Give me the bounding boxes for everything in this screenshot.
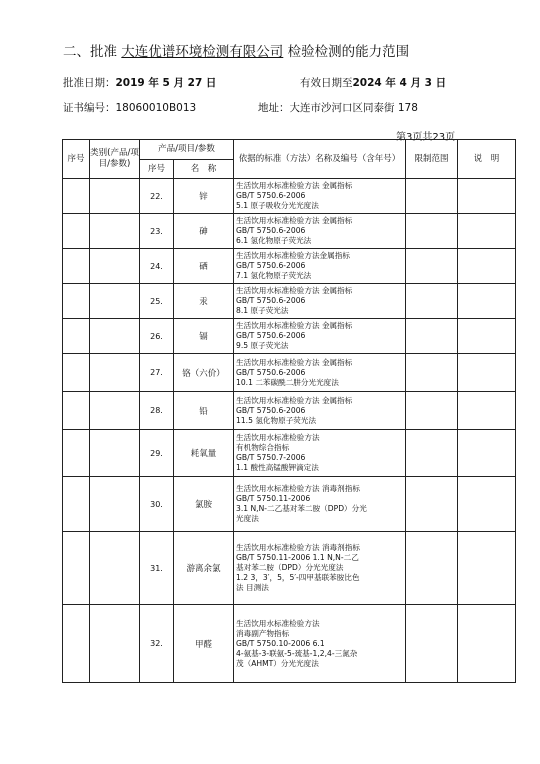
seq-cell [63, 392, 90, 430]
title-suffix: 检验检测的能力范围 [287, 44, 410, 60]
limit-cell [406, 477, 458, 532]
org-name: 大连优谱环境检测有限公司 [121, 44, 284, 60]
limit-cell [406, 319, 458, 354]
standard-line: GB/T 5750.6-2006 [236, 367, 306, 377]
standard-cell [234, 284, 406, 319]
valid-until-label: 有效日期至 [300, 77, 353, 89]
item-seq-cell: 31. [140, 532, 174, 605]
limit-cell [406, 392, 458, 430]
standard-line: 9.5 原子荧光法 [236, 341, 289, 350]
valid-until-value: 2024 年 4 月 3 日 [352, 77, 447, 89]
standard-line: 7.1 氢化物原子荧光法 [236, 271, 312, 280]
standard-cell [234, 532, 406, 605]
address-value: 大连市沙河口区同泰街 178 [289, 102, 418, 114]
page-info: 第3页共23页 [396, 132, 456, 143]
item-seq-cell: 28. [140, 392, 174, 430]
standard-line: GB/T 5750.7-2006 [236, 453, 306, 462]
cert-no-label: 证书编号： [63, 102, 116, 114]
seq-cell [63, 284, 90, 319]
table-row [63, 319, 516, 354]
table-row [63, 605, 516, 683]
category-cell [90, 430, 140, 477]
standard-line: 生活饮用水标准检验方法 金属指标 [236, 286, 353, 295]
item-seq-cell: 24. [140, 249, 174, 284]
standard-line: 10.1 二苯碳酰二肼分光光度法 [236, 377, 339, 387]
seq-cell [63, 214, 90, 249]
note-cell [458, 179, 516, 214]
standard-line: 生活饮用水标准检验方法 [236, 433, 320, 442]
standard-line: 有机物综合指标 [236, 443, 290, 452]
standard-line: 茂（AHMT）分光光度法 [236, 658, 319, 668]
standard-cell [234, 179, 406, 214]
table-row [63, 214, 516, 249]
standard-line: 消毒副产物指标 [236, 628, 290, 638]
standard-line: 4-氨基-3-联氨-5-巯基-1,2,4-三氮杂 [236, 648, 358, 658]
valid-until [300, 75, 446, 90]
standard-line: GB/T 5750.6-2006 [236, 191, 306, 200]
table-row [63, 477, 516, 532]
note-cell [458, 477, 516, 532]
item-seq-cell: 26. [140, 319, 174, 354]
note-cell [458, 354, 516, 392]
standard-line: 生活饮用水标准检验方法 金属指标 [236, 321, 353, 330]
seq-cell [63, 319, 90, 354]
limit-cell [406, 354, 458, 392]
standard-cell [234, 214, 406, 249]
table-row [63, 392, 516, 430]
standard-cell [234, 477, 406, 532]
standard-line: 光度法 [236, 514, 259, 523]
table-row [63, 354, 516, 392]
page-title [63, 40, 409, 60]
limit-cell [406, 179, 458, 214]
item-name-cell: 汞 [174, 284, 234, 319]
category-cell [90, 477, 140, 532]
note-cell [458, 605, 516, 683]
standard-line: GB/T 5750.6-2006 [236, 261, 306, 270]
item-name-cell: 铬（六价） [174, 354, 234, 392]
table-row [63, 249, 516, 284]
seq-cell [63, 430, 90, 477]
standard-line: GB/T 5750.6-2006 [236, 331, 306, 340]
standard-line: GB/T 5750.6-2006 [236, 405, 306, 415]
category-cell [90, 532, 140, 605]
item-seq-cell: 30. [140, 477, 174, 532]
standard-line: 法 目测法 [236, 583, 269, 592]
standard-line: 生活饮用水标准检验方法 [236, 618, 320, 628]
category-cell [90, 319, 140, 354]
item-seq-cell: 32. [140, 605, 174, 683]
standard-line: GB/T 5750.6-2006 [236, 296, 306, 305]
item-seq-cell: 22. [140, 179, 174, 214]
title-prefix: 二、批准 [63, 44, 117, 60]
note-cell [458, 214, 516, 249]
item-seq-cell: 29. [140, 430, 174, 477]
standard-cell [234, 392, 406, 430]
standard-line: 3.1 N,N-二乙基对苯二胺（DPD）分光 [236, 504, 367, 513]
seq-cell [63, 179, 90, 214]
item-name-cell: 游离余氯 [174, 532, 234, 605]
cert-no-value: 18060010B013 [115, 102, 197, 114]
header-item-seq: 序号 [140, 160, 174, 179]
item-name-cell: 镉 [174, 319, 234, 354]
limit-cell [406, 249, 458, 284]
standard-line: 生活饮用水标准检验方法 消毒剂指标 [236, 543, 360, 552]
item-name-cell: 砷 [174, 214, 234, 249]
limit-cell [406, 605, 458, 683]
note-cell [458, 532, 516, 605]
category-cell [90, 249, 140, 284]
item-name-cell: 锌 [174, 179, 234, 214]
standard-line: 生活饮用水标准检验方法金属指标 [236, 251, 350, 260]
standard-line: GB/T 5750.11-2006 [236, 494, 311, 503]
standard-line: 1.1 酸性高锰酸钾滴定法 [236, 463, 319, 472]
seq-cell [63, 249, 90, 284]
standard-line: 基对苯二胺（DPD）分光光度法 [236, 563, 344, 572]
category-cell [90, 354, 140, 392]
note-cell [458, 284, 516, 319]
standard-line: GB/T 5750.6-2006 [236, 226, 306, 235]
header-item-name: 名 称 [174, 160, 234, 179]
category-cell [90, 605, 140, 683]
standard-cell [234, 249, 406, 284]
header-limit: 限制范围 [406, 140, 458, 179]
note-cell [458, 319, 516, 354]
standard-line: 生活饮用水标准检验方法 金属指标 [236, 395, 353, 405]
standard-line: 生活饮用水标准检验方法 金属指标 [236, 216, 353, 225]
standard-line: 生活饮用水标准检验方法 金属指标 [236, 357, 353, 367]
limit-cell [406, 284, 458, 319]
standard-line: 生活饮用水标准检验方法 消毒剂指标 [236, 484, 360, 493]
standard-line: GB/T 5750.11-2006 1.1 N,N-二乙 [236, 553, 359, 562]
limit-cell [406, 214, 458, 249]
item-name-cell: 耗氧量 [174, 430, 234, 477]
category-cell [90, 214, 140, 249]
item-seq-cell: 27. [140, 354, 174, 392]
table-row [63, 430, 516, 477]
header-seq: 序号 [63, 140, 90, 179]
category-cell [90, 179, 140, 214]
address [258, 100, 418, 115]
standard-line: 生活饮用水标准检验方法 金属指标 [236, 181, 353, 190]
table-row [63, 179, 516, 214]
standard-cell [234, 430, 406, 477]
scope-table [62, 139, 516, 683]
table-row [63, 284, 516, 319]
address-label: 地址： [258, 102, 290, 114]
header-standard: 依据的标准（方法）名称及编号（含年号） [234, 140, 406, 179]
item-name-cell: 甲醛 [174, 605, 234, 683]
note-cell [458, 392, 516, 430]
standard-line: GB/T 5750.10-2006 6.1 [236, 638, 325, 648]
seq-cell [63, 605, 90, 683]
item-name-cell: 氯胺 [174, 477, 234, 532]
standard-line: 5.1 原子吸收分光光度法 [236, 201, 319, 210]
item-name-cell: 铅 [174, 392, 234, 430]
approval-date-value: 2019 年 5 月 27 日 [115, 77, 217, 89]
item-seq-cell: 25. [140, 284, 174, 319]
item-seq-cell: 23. [140, 214, 174, 249]
approval-date-label: 批准日期： [63, 77, 116, 89]
limit-cell [406, 532, 458, 605]
category-cell [90, 392, 140, 430]
note-cell [458, 430, 516, 477]
standard-cell [234, 354, 406, 392]
seq-cell [63, 354, 90, 392]
standard-line: 6.1 氢化物原子荧光法 [236, 236, 312, 245]
standard-line: 11.5 氢化物原子荧光法 [236, 415, 317, 425]
standard-line: 8.1 原子荧光法 [236, 306, 289, 315]
header-product-group: 产品/项目/参数 [140, 140, 234, 160]
seq-cell [63, 532, 90, 605]
category-cell [90, 284, 140, 319]
cert-no [63, 100, 196, 115]
table-row [63, 532, 516, 605]
header-category: 类别(产品/项目/参数) [90, 140, 140, 179]
standard-cell [234, 605, 406, 683]
approval-date [63, 75, 216, 90]
standard-cell [234, 319, 406, 354]
header-note: 说 明 [458, 140, 516, 179]
item-name-cell: 硒 [174, 249, 234, 284]
limit-cell [406, 430, 458, 477]
note-cell [458, 249, 516, 284]
seq-cell [63, 477, 90, 532]
standard-line: 1.2 3，3′，5，5′-四甲基联苯胺比色 [236, 573, 360, 582]
